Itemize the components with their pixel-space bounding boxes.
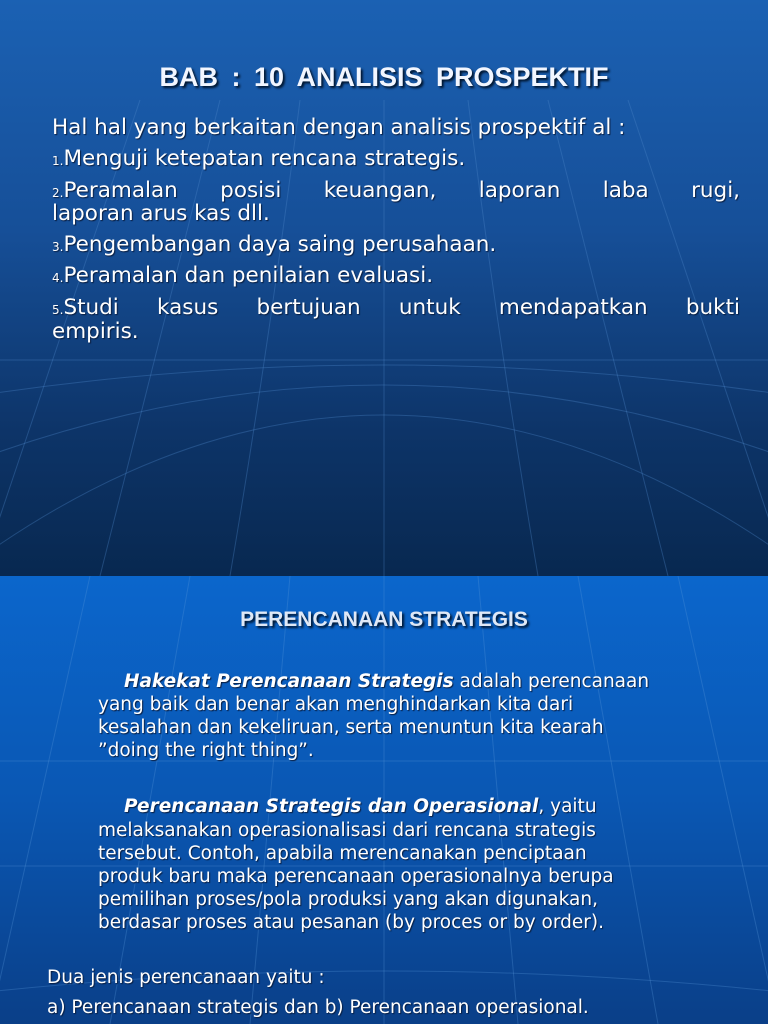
para2-first-line bbox=[124, 796, 597, 817]
item-text: Pengembangan daya saing perusahaan. bbox=[63, 232, 497, 257]
para2-line: berdasar proses atau pesanan (by proces or by order). bbox=[98, 912, 604, 933]
term-bold: Perencanaan Strategis dan Operasional bbox=[124, 796, 539, 817]
summary-line: Dua jenis perencanaan yaitu : bbox=[47, 967, 325, 988]
item-number: 2. bbox=[52, 186, 64, 200]
para2-line: melaksanakan operasionalisasi dari rencana strategis bbox=[98, 820, 596, 841]
slide-perencanaan-strategis bbox=[0, 576, 768, 1024]
list-item-4 bbox=[52, 263, 433, 288]
para-text: adalah perencanaan bbox=[453, 671, 650, 692]
para2-line: tersebut. Contoh, apabila merencanakan penciptaan bbox=[98, 843, 587, 864]
para2-line: produk baru maka perencanaan operasionalnya berupa bbox=[98, 866, 614, 887]
item-number: 3. bbox=[52, 240, 64, 254]
list-item-2-cont: laporan arus kas dll. bbox=[52, 201, 270, 226]
item-text: Peramalan dan penilaian evaluasi. bbox=[63, 263, 434, 288]
list-item-5-cont: empiris. bbox=[52, 319, 139, 344]
para1-first-line bbox=[124, 671, 649, 692]
list-item-3 bbox=[52, 232, 496, 257]
item-number: 5. bbox=[52, 303, 64, 317]
list-item-5 bbox=[52, 295, 740, 320]
para1-line: kesalahan dan kekeliruan, serta menuntun kita kearah bbox=[98, 717, 604, 738]
item-text: Menguji ketepatan rencana strategis. bbox=[63, 146, 466, 171]
list-item-1 bbox=[52, 146, 465, 171]
slide-title: BAB : 10 ANALISIS PROSPEKTIF bbox=[159, 62, 609, 92]
intro-text: Hal hal yang berkaitan dengan analisis prospektif al : bbox=[52, 115, 626, 140]
list-item-2 bbox=[52, 178, 740, 203]
item-number: 1. bbox=[52, 154, 64, 168]
summary-line: a) Perencanaan strategis dan b) Perencanaan operasional. bbox=[47, 997, 589, 1018]
item-number: 4. bbox=[52, 271, 64, 285]
item-text: Peramalan posisi keuangan, laporan laba rugi, bbox=[63, 178, 740, 203]
para1-line: ”doing the right thing”. bbox=[98, 740, 314, 761]
para1-line: yang baik dan benar akan menghindarkan kita dari bbox=[98, 694, 574, 715]
slide-title: PERENCANAAN STRATEGIS bbox=[240, 608, 528, 631]
item-text: Studi kasus bertujuan untuk mendapatkan bukti bbox=[63, 295, 740, 320]
para-text: , yaitu bbox=[538, 796, 597, 817]
para2-line: pemilihan proses/pola produksi yang akan digunakan, bbox=[98, 889, 598, 910]
term-bold: Hakekat Perencanaan Strategis bbox=[124, 671, 454, 692]
